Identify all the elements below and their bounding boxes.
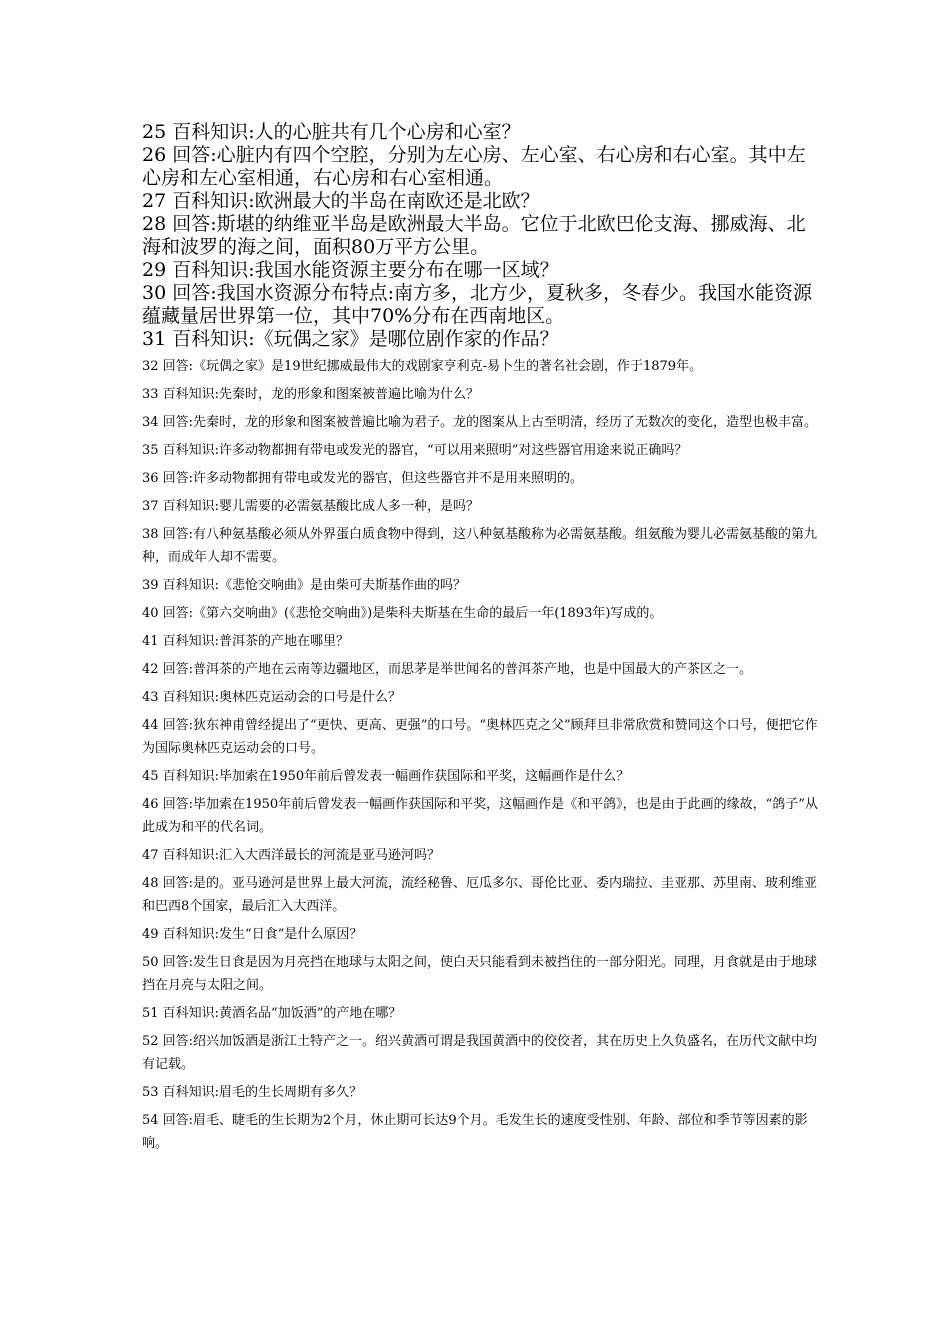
small-text-section	[142, 355, 822, 1155]
question-27: 27 百科知识:欧洲最大的半岛在南欧还是北欧？	[142, 190, 540, 212]
answer-44: 44 回答:狄东神甫曾经提出了“更快、更高、更强”的口号。“奥林匹克之父”顾拜旦非常欣赏和赞同这个口号，便把它作为国际奥林匹克运动会的口号。	[142, 718, 818, 756]
question-25: 25 百科知识:人的心脏共有几个心房和心室？	[142, 121, 521, 143]
question-31: 31 百科知识:《玩偶之家》是哪位剧作家的作品？	[142, 328, 559, 350]
answer-42: 42 回答:普洱茶的产地在云南等边疆地区，而思茅是举世闻名的普洱茶产地，也是中国最大的产茶区之一。	[142, 662, 753, 677]
question-45: 45 百科知识:毕加索在1950年前后曾发表一幅画作获国际和平奖，这幅画作是什么？	[142, 769, 630, 784]
answer-38: 38 回答:有八种氨基酸必须从外界蛋白质食物中得到，这八种氨基酸称为必需氨基酸。组氨酸为婴儿必需氨基酸的第九种，而成年人却不需要。	[142, 527, 818, 565]
question-37: 37 百科知识:婴儿需要的必需氨基酸比成人多一种，是吗？	[142, 499, 480, 514]
answer-26: 26 回答:心脏内有四个空腔，分别为左心房、左心室、右心房和右心室。其中左心房和左心室相通，右心房和右心室相通。	[142, 144, 806, 189]
large-text-section	[142, 121, 822, 351]
answer-34: 34 回答:先秦时，龙的形象和图案被普遍比喻为君子。龙的图案从上古至明清，经历了无数次的变化，造型也极丰富。	[142, 415, 818, 430]
question-47: 47 百科知识:汇入大西洋最长的河流是亚马逊河吗？	[142, 848, 441, 863]
question-43: 43 百科知识:奥林匹克运动会的口号是什么？	[142, 690, 402, 705]
answer-30: 30 回答:我国水资源分布特点:南方多，北方少，夏秋多，冬春少。我国水能资源蕴藏量居世界第一位，其中70%分布在西南地区。	[142, 282, 813, 327]
question-49: 49 百科知识:发生“日食”是什么原因？	[142, 927, 363, 942]
question-33: 33 百科知识:先秦时，龙的形象和图案被普遍比喻为什么？	[142, 387, 480, 402]
answer-50: 50 回答:发生日食是因为月亮挡在地球与太阳之间，使白天只能看到未被挡住的一部分阳光。同理，月食就是由于地球挡在月亮与太阳之间。	[142, 955, 818, 993]
answer-28: 28 回答:斯堪的纳维亚半岛是欧洲最大半岛。它位于北欧巴伦支海、挪威海、北海和波罗的海之间，面积80万平方公里。	[142, 213, 806, 258]
question-29: 29 百科知识:我国水能资源主要分布在哪一区域？	[142, 259, 559, 281]
answer-40: 40 回答:《第六交响曲》(《悲怆交响曲》)是柴科夫斯基在生命的最后一年(1893年)写成的。	[142, 606, 663, 621]
question-53: 53 百科知识:眉毛的生长周期有多久？	[142, 1085, 363, 1100]
question-51: 51 百科知识:黄酒名品“加饭酒”的产地在哪？	[142, 1006, 402, 1021]
answer-46: 46 回答:毕加索在1950年前后曾发表一幅画作获国际和平奖，这幅画作是《和平鸽》，也是由于此画的缘故，“鸽子”从此成为和平的代名词。	[142, 797, 818, 835]
question-35: 35 百科知识:许多动物都拥有带电或发光的器官，“可以用来照明”对这些器官用途来说正确吗？	[142, 443, 688, 458]
answer-48: 48 回答:是的。亚马逊河是世界上最大河流，流经秘鲁、厄瓜多尔、哥伦比亚、委内瑞拉、圭亚那、苏里南、玻利维亚和巴西8个国家，最后汇入大西洋。	[142, 876, 818, 914]
answer-36: 36 回答:许多动物都拥有带电或发光的器官，但这些器官并不是用来照明的。	[142, 471, 584, 486]
question-39: 39 百科知识:《悲怆交响曲》是由柴可夫斯基作曲的吗？	[142, 578, 467, 593]
answer-32: 32 回答:《玩偶之家》是19世纪挪威最伟大的戏剧家亨利克-易卜生的著名社会剧，作于1879年。	[142, 359, 703, 374]
question-41: 41 百科知识:普洱茶的产地在哪里？	[142, 634, 350, 649]
answer-54: 54 回答:眉毛、睫毛的生长期为2个月，休止期可长达9个月。毛发生长的速度受性别、年龄、部位和季节等因素的影响。	[142, 1113, 808, 1151]
answer-52: 52 回答:绍兴加饭酒是浙江土特产之一。绍兴黄酒可谓是我国黄酒中的佼佼者，其在历史上久负盛名，在历代文献中均有记载。	[142, 1034, 818, 1072]
document-body	[142, 121, 822, 1160]
